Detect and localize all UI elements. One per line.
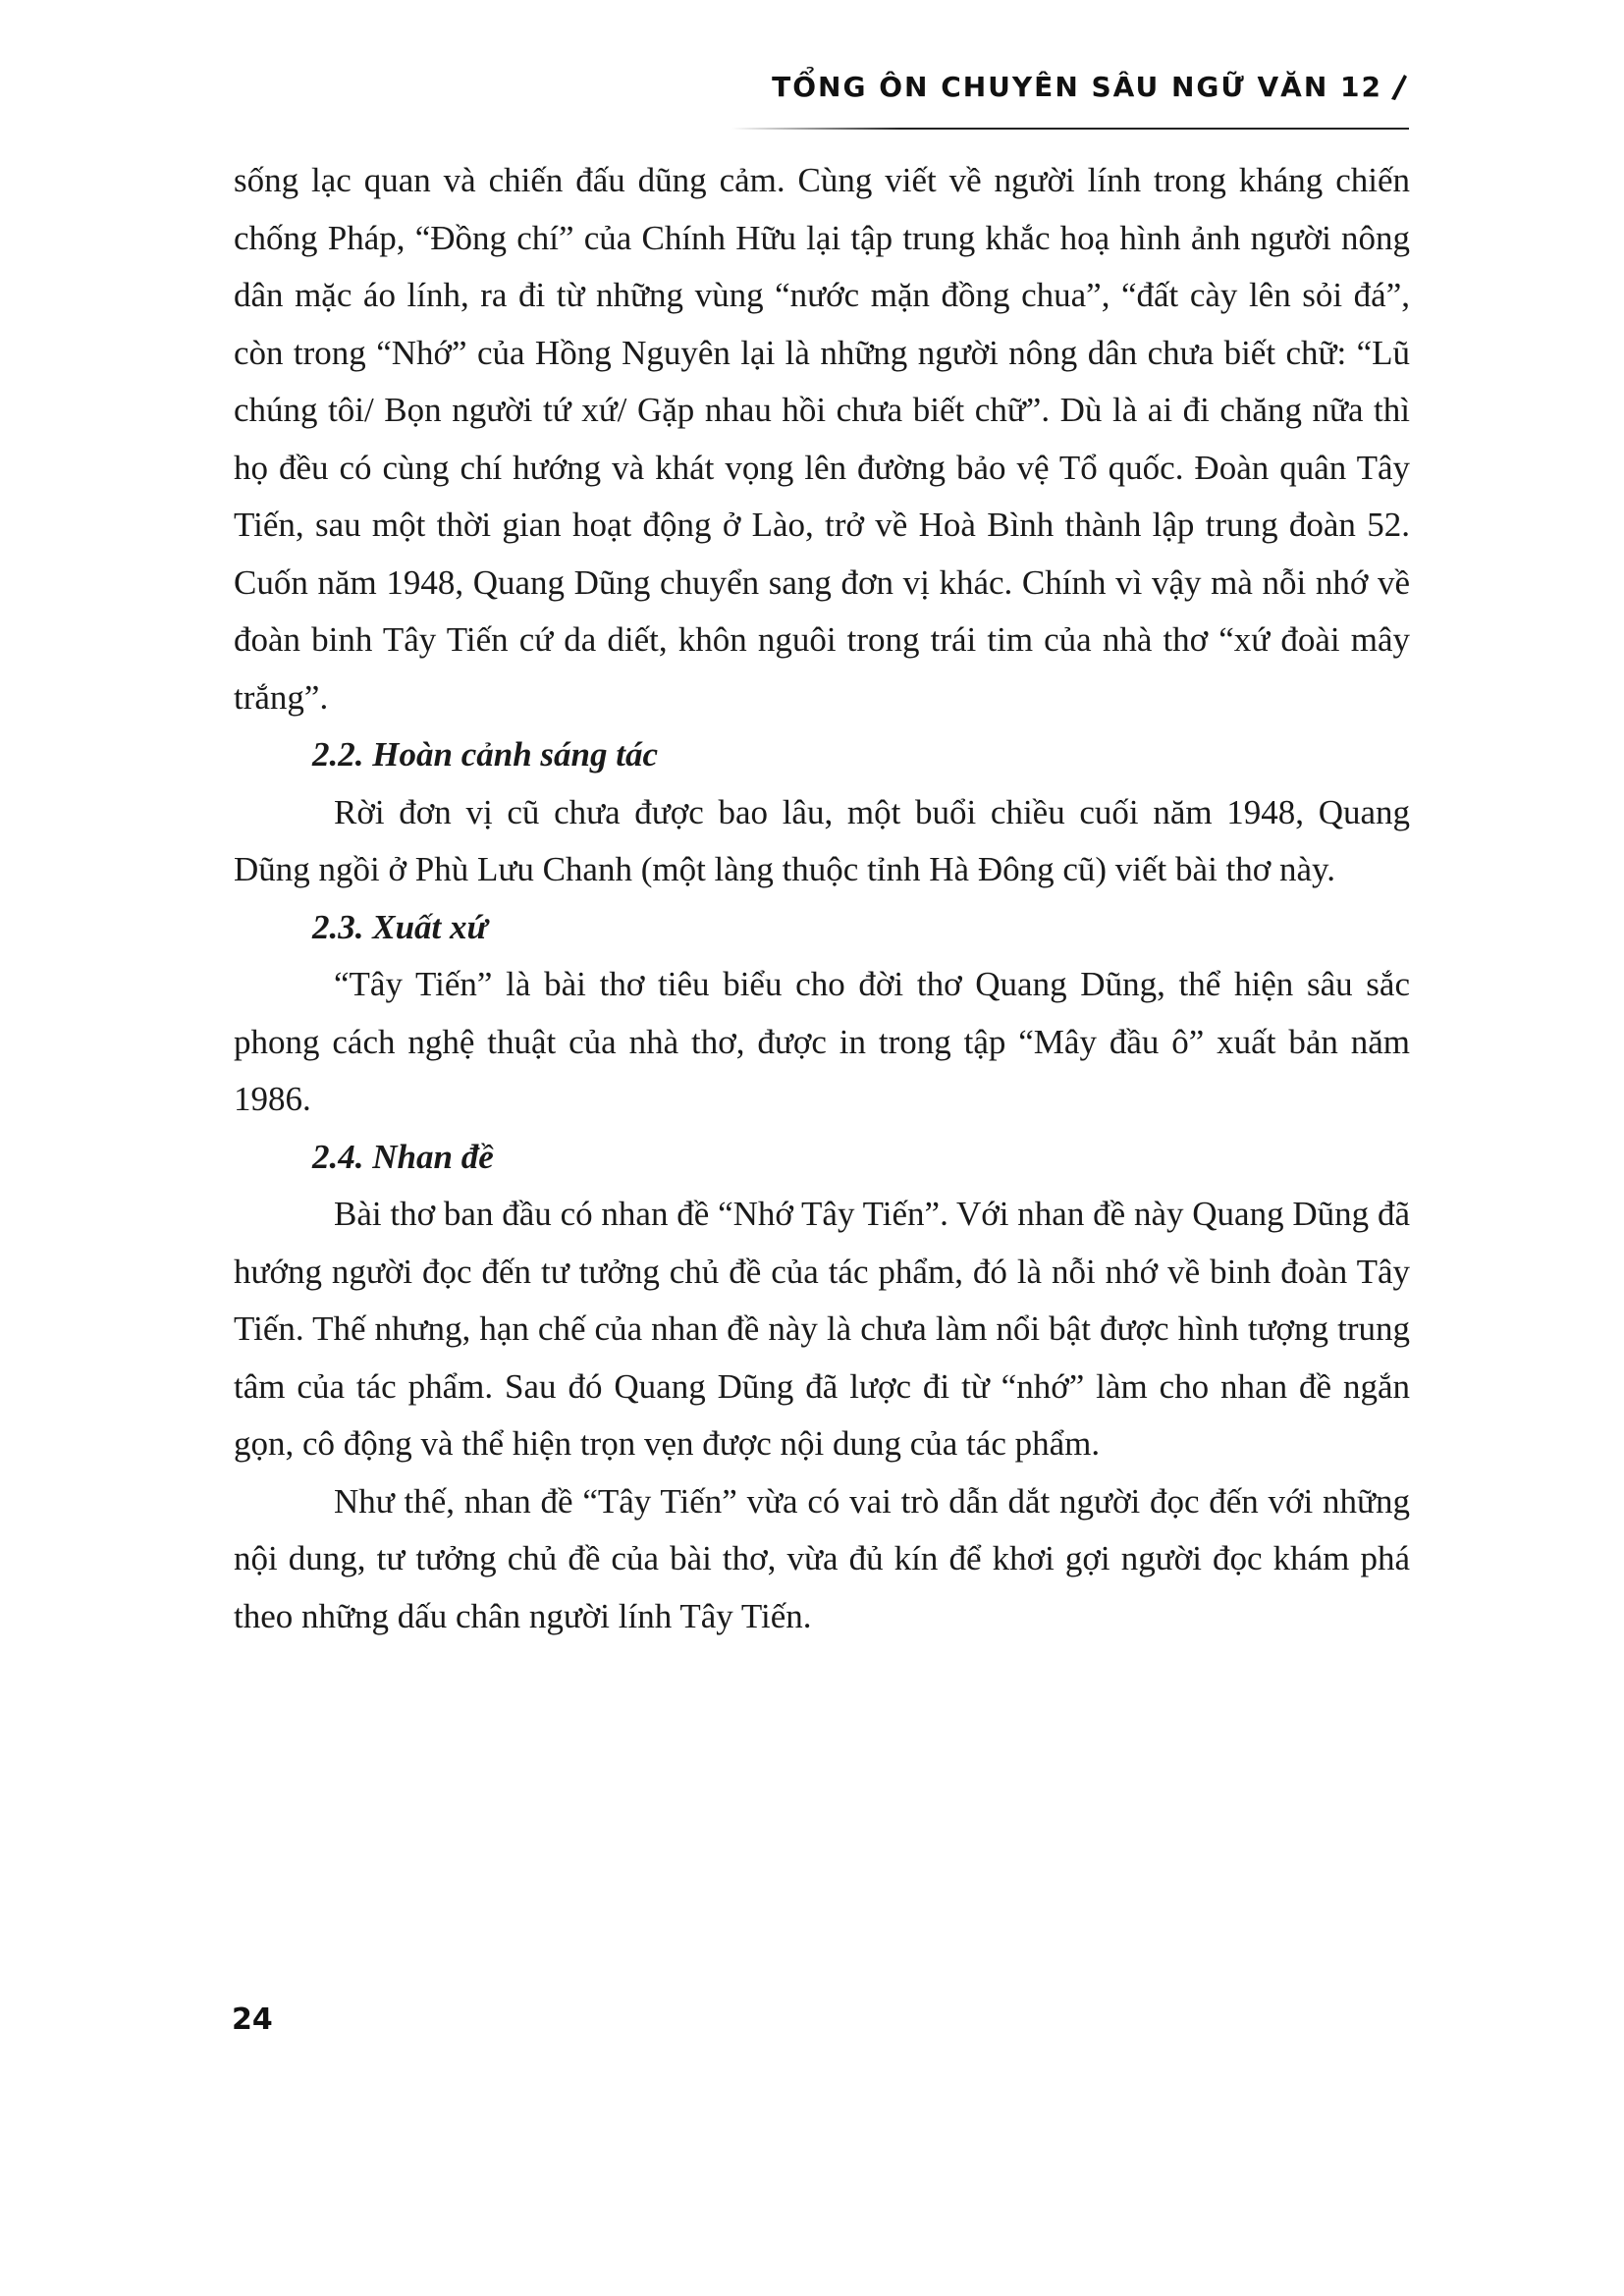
header-rule <box>731 128 1409 130</box>
slash-mark-icon <box>1388 73 1410 102</box>
origin-paragraph: “Tây Tiến” là bài thơ tiêu biểu cho đời thơ Quang Dũng, thể hiện sâu sắc phong cách nghệ thuật của nhà thơ, được in trong tập “Mây đầu ô” xuất bản năm 1986. <box>234 965 1410 1118</box>
section-heading-title: 2.4. Nhan đề <box>312 1137 494 1176</box>
context-paragraph: Rời đơn vị cũ chưa được bao lâu, một buổi chiều cuối năm 1948, Quang Dũng ngồi ở Phù Lưu Chanh (một làng thuộc tỉnh Hà Đông cũ) viết bài thơ này. <box>234 792 1410 888</box>
title-conclusion-paragraph: Như thế, nhan đề “Tây Tiến” vừa có vai trò dẫn dắt người đọc đến với những nội dung, tư tưởng chủ đề của bài thơ, vừa đủ kín để khơi gợi người đọc khám phá theo những dấu chân người lính Tây Tiến. <box>234 1481 1410 1635</box>
book-title: TỔNG ÔN CHUYÊN SÂU NGỮ VĂN 12 <box>772 71 1382 103</box>
title-paragraph: Bài thơ ban đầu có nhan đề “Nhớ Tây Tiến”. Với nhan đề này Quang Dũng đã hướng người đọc đến tư tưởng chủ đề của tác phẩm, đó là nỗi nhớ về binh đoàn Tây Tiến. Thế nhưng, hạn chế của nhan đề này là chưa làm nổi bật được hình tượng trung tâm của tác phẩm. Sau đó Quang Dũng đã lược đi từ “nhớ” làm cho nhan đề ngắn gọn, cô động và thể hiện trọn vẹn được nội dung của tác phẩm. <box>234 1195 1410 1463</box>
intro-paragraph: sống lạc quan và chiến đấu dũng cảm. Cùng viết về người lính trong kháng chiến chống Pháp, “Đồng chí” của Chính Hữu lại tập trung khắc hoạ hình ảnh người nông dân mặc áo lính, ra đi từ những vùng “nước mặn đồng chua”, “đất cày lên sỏi đá”, còn trong “Nhớ” của Hồng Nguyên lại là những người nông dân chưa biết chữ: “Lũ chúng tôi/ Bọn người tứ xứ/ Gặp nhau hồi chưa biết chữ”. Dù là ai đi chăng nữa thì họ đều có cùng chí hướng và khát vọng lên đường bảo vệ Tổ quốc. Đoàn quân Tây Tiến, sau một thời gian hoạt động ở Lào, trở về Hoà Bình thành lập trung đoàn 52. Cuốn năm 1948, Quang Dũng chuyển sang đơn vị khác. Chính vì vậy mà nỗi nhớ về đoàn binh Tây Tiến cứ da diết, khôn nguôi trong trái tim của nhà thơ “xứ đoài mây trắng”. <box>234 161 1410 717</box>
page-body <box>234 152 1410 1645</box>
page-number: 24 <box>232 2002 273 2037</box>
section-heading-origin: 2.3. Xuất xứ <box>312 907 488 946</box>
running-header <box>772 71 1410 103</box>
section-heading-context: 2.2. Hoàn cảnh sáng tác <box>312 735 658 774</box>
